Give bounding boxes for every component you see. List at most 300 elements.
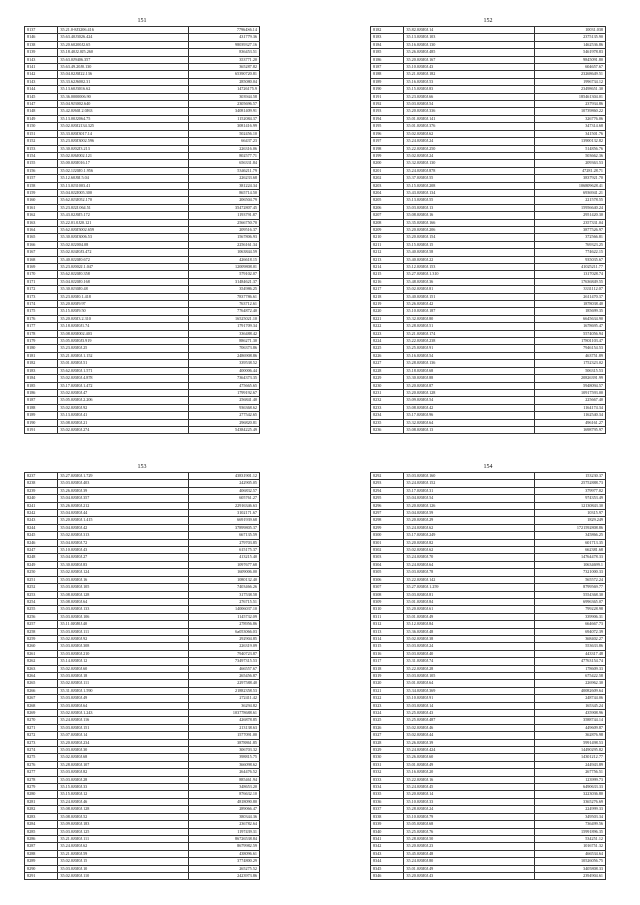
- table-row: [371, 352, 606, 359]
- row-coordinate: 35.34.0J0J0J.369: [404, 687, 535, 694]
- row-value: 3837921.70: [535, 175, 606, 182]
- row-value: 7946154.53: [535, 345, 606, 352]
- row-id: 8309: [371, 598, 404, 605]
- table-row: [25, 761, 260, 768]
- row-coordinate: 35.13.0J0J0J.41: [58, 412, 189, 419]
- row-id: 8293: [371, 480, 404, 487]
- table-row: [371, 821, 606, 828]
- row-id: 8323: [371, 702, 404, 709]
- row-coordinate: 35.03.0J0J0J.210: [58, 650, 189, 657]
- row-coordinate: 35.02.0J2004.08: [58, 241, 189, 248]
- row-coordinate: 35.02.0J0J0J.4.878: [58, 375, 189, 382]
- row-value: 43831901.12: [189, 473, 260, 480]
- row-value: 1996734.12: [535, 78, 606, 85]
- table-row: [25, 189, 260, 196]
- row-value: 426618.15: [189, 256, 260, 263]
- table-row: [25, 256, 260, 263]
- row-value: 23498651.30: [535, 86, 606, 93]
- row-coordinate: 35.18.40J2.0J5.260: [58, 49, 189, 56]
- table-row: [25, 695, 260, 702]
- row-coordinate: 35.40.0J20J0.672: [58, 256, 189, 263]
- table-row: [25, 732, 260, 739]
- row-coordinate: 35.03.0J0J0J.160: [404, 473, 535, 480]
- row-value: 285080.04: [189, 78, 260, 85]
- row-value: 10917593.00: [535, 389, 606, 396]
- row-id: 8166: [25, 241, 58, 248]
- row-id: 8145: [25, 93, 58, 100]
- row-value: 353771.20: [189, 56, 260, 63]
- row-coordinate: 35.25.0J0J0J.487: [404, 717, 535, 724]
- row-coordinate: 35.16.0J0J0J.20: [404, 769, 535, 776]
- row-value: 406832.57: [189, 487, 260, 494]
- table-row: [25, 591, 260, 598]
- table-row: [25, 212, 260, 219]
- row-coordinate: 35.03.0J0J0J.151: [58, 724, 189, 731]
- row-coordinate: 35.03.0J0J0J.24: [404, 643, 535, 650]
- row-id: 8191: [371, 93, 404, 100]
- row-value: 675422.58: [535, 672, 606, 679]
- row-id: 8184: [371, 41, 404, 48]
- table-row: [371, 212, 606, 219]
- row-id: 8155: [25, 160, 58, 167]
- row-id: 8311: [371, 613, 404, 620]
- row-coordinate: 35.62.0J0J0J.1.571: [58, 367, 189, 374]
- row-value: 22916346.63: [189, 502, 260, 509]
- table-row: [25, 197, 260, 204]
- row-coordinate: 35.24.0J0J0J.152: [404, 480, 535, 487]
- row-coordinate: 35.26.0J0J0J.60: [404, 754, 535, 761]
- table-row: [25, 547, 260, 554]
- row-coordinate: 35.01.0J0J0J.51: [58, 360, 189, 367]
- row-id: 8179: [25, 338, 58, 345]
- row-id: 8305: [371, 569, 404, 576]
- row-value: 7364373.35: [189, 375, 260, 382]
- row-value: 4818090.80: [189, 798, 260, 805]
- row-coordinate: 35.28.0J0J0J.50: [404, 835, 535, 842]
- row-coordinate: 35.40.0J0J0J.22: [404, 256, 535, 263]
- row-coordinate: 35.30.0J0J0J.88: [404, 375, 535, 382]
- row-id: 8257: [25, 621, 58, 628]
- row-value: 463751.89: [535, 352, 606, 359]
- row-value: 1791709.34: [189, 323, 260, 330]
- row-value: 876632.10: [189, 791, 260, 798]
- row-coordinate: 35.24.0J0J0J.46: [58, 798, 189, 805]
- row-value: 8799569.77: [535, 584, 606, 591]
- row-coordinate: 35.20.0J0J0J.82: [404, 539, 535, 546]
- table-row: [25, 687, 260, 694]
- table-row: [371, 487, 606, 494]
- row-coordinate: 35.17.0J0J0J.1.472: [58, 382, 189, 389]
- row-coordinate: 35.05.0J0J0J.2.206: [58, 397, 189, 404]
- row-id: 8154: [25, 152, 58, 159]
- row-id: 8287: [25, 843, 58, 850]
- row-coordinate: 35.27.0J0J0J.1.729: [58, 473, 189, 480]
- row-coordinate: 35.01.0J0J0J.84: [404, 598, 535, 605]
- row-coordinate: 35.15.0J0J0J.33: [58, 784, 189, 791]
- row-id: 8301: [371, 539, 404, 546]
- row-value: 2394904.61: [535, 872, 606, 879]
- row-id: 8162: [25, 212, 58, 219]
- row-value: 226962.30: [535, 680, 606, 687]
- row-coordinate: 35.62.0J0J5002.659: [58, 226, 189, 233]
- table-row: [371, 569, 606, 576]
- row-value: 123999.73: [535, 776, 606, 783]
- table-row: [371, 345, 606, 352]
- table-row: [371, 256, 606, 263]
- row-coordinate: 35.20.0J0J0J.61: [404, 606, 535, 613]
- table-row: [25, 739, 260, 746]
- table-row: [25, 293, 260, 300]
- row-coordinate: 35.25.0J0J0J.91: [404, 345, 535, 352]
- row-coordinate: 35.63.40J3026.424: [58, 34, 189, 41]
- table-row: [25, 813, 260, 820]
- row-id: 8243: [25, 517, 58, 524]
- row-value: 265456.87: [189, 672, 260, 679]
- row-coordinate: 35.23.0J002J.1.047: [58, 264, 189, 271]
- row-coordinate: 35.03.0J0J0J.78: [404, 569, 535, 576]
- table-row: [371, 360, 606, 367]
- row-coordinate: 35.15.0J0J9.50: [58, 308, 189, 315]
- row-value: 398815.75: [189, 754, 260, 761]
- row-value: 303944.58: [189, 93, 260, 100]
- row-id: 8170: [25, 271, 58, 278]
- row-coordinate: 35.63.0J9406.357: [58, 56, 189, 63]
- row-id: 8193: [371, 108, 404, 115]
- table-row: [25, 382, 260, 389]
- table-row: [371, 375, 606, 382]
- row-coordinate: 35.02.0J0J0J.124: [58, 569, 189, 576]
- row-id: 8169: [25, 264, 58, 271]
- row-coordinate: 35.62.0J20J0.358: [58, 271, 189, 278]
- row-coordinate: 35.15.0J0J0J.208: [404, 182, 535, 189]
- row-id: 8269: [25, 710, 58, 717]
- row-value: 339538.52: [189, 360, 260, 367]
- table-row: [25, 71, 260, 78]
- row-coordinate: 35.21.0J0J0J.1.152: [58, 352, 189, 359]
- row-coordinate: 35.10.0J0J0J.43: [58, 547, 189, 554]
- row-value: 31484621.37: [189, 278, 260, 285]
- row-value: 20826391.99: [535, 375, 606, 382]
- row-id: 8260: [25, 643, 58, 650]
- row-coordinate: 35.02.0J0J0J.68: [58, 754, 189, 761]
- row-coordinate: 35.20.0J0J0J.154: [404, 234, 535, 241]
- row-id: 8346: [371, 872, 404, 879]
- table-row: [25, 502, 260, 509]
- row-value: 3223036.80: [535, 791, 606, 798]
- row-coordinate: 35.03.0J0J0J.28: [58, 776, 189, 783]
- row-value: 3774800.29: [189, 858, 260, 865]
- row-id: 8197: [371, 138, 404, 145]
- row-coordinate: 35.30.0J02J3.213: [58, 145, 189, 152]
- row-value: 3588744.14: [535, 717, 606, 724]
- row-coordinate: 35.02.0J0J2134.325: [58, 123, 189, 130]
- table-row: [25, 828, 260, 835]
- table-row: [371, 628, 606, 635]
- row-coordinate: 35.03.0J0J0J.105: [58, 584, 189, 591]
- row-coordinate: 35.01.0J0J0J.376: [404, 123, 535, 130]
- table-row: [371, 175, 606, 182]
- row-id: 8147: [25, 101, 58, 108]
- page-number: 151: [137, 18, 147, 24]
- table-row: [371, 130, 606, 137]
- row-id: 8217: [371, 286, 404, 293]
- row-value: 296820.81: [189, 419, 260, 426]
- table-row: [25, 784, 260, 791]
- row-id: 8274: [25, 747, 58, 754]
- row-coordinate: 35.63.49.20J0.130: [58, 64, 189, 71]
- table-row: [25, 635, 260, 642]
- row-value: 10031.038: [535, 27, 606, 34]
- row-value: 237934.86: [535, 101, 606, 108]
- table-row: [25, 658, 260, 665]
- row-id: 8230: [371, 382, 404, 389]
- row-id: 8180: [25, 345, 58, 352]
- table-row: [25, 858, 260, 865]
- row-coordinate: 35.03.0J0J0J.111: [58, 628, 189, 635]
- row-coordinate: 35.09.0J0J0J.54: [404, 397, 535, 404]
- row-coordinate: 35.45.0J0J0J.48: [404, 850, 535, 857]
- table-row: [25, 175, 260, 182]
- table-row: [25, 569, 260, 576]
- row-value: 774622.15: [535, 249, 606, 256]
- page-152: [370, 16, 606, 434]
- table-row: [371, 747, 606, 754]
- row-value: 1016751.32: [535, 843, 606, 850]
- row-coordinate: 35.21.0J0J0J.174: [404, 330, 535, 337]
- row-id: 8264: [25, 672, 58, 679]
- row-id: 8178: [25, 330, 58, 337]
- table-row: [371, 584, 606, 591]
- row-coordinate: 35.21.0J0J0J.111: [58, 835, 189, 842]
- table-row: [371, 724, 606, 731]
- row-value: 336488.42: [189, 330, 260, 337]
- table-row: [371, 732, 606, 739]
- row-coordinate: 35.36.0J0J0J.48: [404, 628, 535, 635]
- row-value: 226233.68: [189, 175, 260, 182]
- table-row: [371, 702, 606, 709]
- row-id: 8175: [25, 308, 58, 315]
- row-coordinate: 35.05.0J0J0J3.919: [58, 338, 189, 345]
- table-row: [25, 323, 260, 330]
- table-row: [371, 650, 606, 657]
- table-row: [371, 798, 606, 805]
- table-row: [371, 323, 606, 330]
- row-id: 8338: [371, 813, 404, 820]
- row-id: 8310: [371, 606, 404, 613]
- row-id: 8187: [371, 64, 404, 71]
- ledger-table: [370, 26, 606, 434]
- row-value: 1152084.37: [189, 115, 260, 122]
- table-row: [25, 330, 260, 337]
- row-coordinate: 35.09.0J0J0J.183: [58, 821, 189, 828]
- table-row: [371, 49, 606, 56]
- row-value: 17636849.55: [535, 278, 606, 285]
- row-value: 47281.28.71: [535, 167, 606, 174]
- row-id: 8236: [371, 426, 404, 433]
- table-row: [25, 835, 260, 842]
- row-id: 8313: [371, 628, 404, 635]
- row-value: 41025211.77: [535, 264, 606, 271]
- row-id: 8335: [371, 791, 404, 798]
- row-coordinate: 35.28.0J0J0J.107: [58, 761, 189, 768]
- table-row: [25, 56, 260, 63]
- table-row: [371, 367, 606, 374]
- row-value: 449609.87: [535, 724, 606, 731]
- row-id: 8240: [25, 495, 58, 502]
- table-row: [25, 510, 260, 517]
- row-value: 667135.59: [189, 532, 260, 539]
- row-id: 8202: [371, 175, 404, 182]
- row-value: 2305696.57: [189, 101, 260, 108]
- row-coordinate: 35.03.0J0J0J.106: [58, 613, 189, 620]
- row-coordinate: 35.02.0J0J0J.313: [58, 532, 189, 539]
- row-id: 8232: [371, 397, 404, 404]
- row-value: 10739860.22: [535, 108, 606, 115]
- table-row: [25, 389, 260, 396]
- row-coordinate: 35.23.0J0J0J.66: [404, 93, 535, 100]
- row-id: 8183: [371, 34, 404, 41]
- table-row: [371, 249, 606, 256]
- row-id: 8334: [371, 784, 404, 791]
- table-row: [371, 495, 606, 502]
- row-value: 1878038.40: [535, 301, 606, 308]
- table-row: [25, 532, 260, 539]
- table-row: [371, 858, 606, 865]
- row-id: 8270: [25, 717, 58, 724]
- table-row: [371, 510, 606, 517]
- row-value: 153230.37: [535, 473, 606, 480]
- row-value: 865714.50: [189, 189, 260, 196]
- row-id: 8253: [25, 591, 58, 598]
- table-row: [371, 806, 606, 813]
- row-coordinate: 35.13.60J3016.62: [58, 86, 189, 93]
- row-id: 8181: [25, 352, 58, 359]
- table-row: [25, 138, 260, 145]
- row-value: 1678695.47: [535, 323, 606, 330]
- table-row: [371, 665, 606, 672]
- row-id: 8205: [371, 197, 404, 204]
- row-coordinate: 35.18.0J0J0J.68: [404, 367, 535, 374]
- row-value: 443317.48: [535, 650, 606, 657]
- row-coordinate: 35.15.0J0J0J.15: [404, 241, 535, 248]
- table-row: [25, 576, 260, 583]
- row-coordinate: 35.00.0J0J016.17: [58, 160, 189, 167]
- row-id: 8190: [25, 419, 58, 426]
- table-row: [25, 473, 260, 480]
- table-row: [25, 495, 260, 502]
- row-coordinate: 35.48.0J0J0J.36: [404, 278, 535, 285]
- row-value: 769323.25: [535, 241, 606, 248]
- row-id: 8144: [25, 86, 58, 93]
- row-value: 292904.85: [189, 635, 260, 642]
- table-row: [25, 643, 260, 650]
- row-value: 2566750.70: [189, 219, 260, 226]
- row-coordinate: 35.03.0J0J0J.403: [58, 480, 189, 487]
- row-id: 8161: [25, 204, 58, 211]
- row-id: 8327: [371, 732, 404, 739]
- row-coordinate: 35.20.0J0J0J.206: [404, 226, 535, 233]
- row-coordinate: 35.25.0J0J0J.76: [404, 828, 535, 835]
- table-row: [25, 769, 260, 776]
- row-value: 664667.73: [535, 621, 606, 628]
- row-id: 8279: [25, 784, 58, 791]
- row-value: 242905.05: [189, 480, 260, 487]
- row-value: 6936941.21: [535, 189, 606, 196]
- row-value: 362876.98: [535, 732, 606, 739]
- row-coordinate: 35.01.0J0J0J.49: [404, 613, 535, 620]
- row-value: 40082609.64: [535, 687, 606, 694]
- table-row: [371, 145, 606, 152]
- table-row: [25, 426, 260, 433]
- row-id: 8271: [25, 724, 58, 731]
- table-row: [371, 613, 606, 620]
- row-id: 8339: [371, 821, 404, 828]
- row-value: 2951420.30: [535, 212, 606, 219]
- row-coordinate: 35.04.0J0J0J.357: [58, 495, 189, 502]
- row-coordinate: 35.42.0J60J.2.0J63: [58, 108, 189, 115]
- row-coordinate: 35.02.0J4J0J3.472: [58, 249, 189, 256]
- row-value: 5346211.79: [189, 167, 260, 174]
- row-id: 8246: [25, 539, 58, 546]
- table-row: [25, 798, 260, 805]
- table-row: [25, 115, 260, 122]
- table-row: [371, 189, 606, 196]
- row-value: 7403466.26: [189, 584, 260, 591]
- row-value: 379977.02: [535, 487, 606, 494]
- row-id: 8297: [371, 510, 404, 517]
- row-value: 426878.85: [189, 717, 260, 724]
- row-value: 98039327.16: [189, 41, 260, 48]
- table-row: [25, 234, 260, 241]
- table-row: [371, 278, 606, 285]
- table-row: [371, 547, 606, 554]
- row-id: 8182: [25, 360, 58, 367]
- row-coordinate: 35.23.0J0J3002.596: [58, 138, 189, 145]
- table-row: [371, 160, 606, 167]
- table-row: [371, 286, 606, 293]
- row-coordinate: 35.21.0J0J0J.59: [58, 850, 189, 857]
- row-value: 413215.40: [189, 554, 260, 561]
- row-value: 1577091.00: [189, 732, 260, 739]
- row-coordinate: 35.20.0J0J0J.128: [404, 389, 535, 396]
- row-id: 8219: [371, 301, 404, 308]
- table-row: [371, 680, 606, 687]
- row-value: 10634699.1: [535, 561, 606, 568]
- row-value: 226319.09: [189, 643, 260, 650]
- table-row: [25, 480, 260, 487]
- row-value: 1462536.86: [535, 41, 606, 48]
- row-value: 34081409.91: [189, 108, 260, 115]
- page-153: [24, 462, 260, 880]
- table-row: [371, 658, 606, 665]
- table-row: [25, 264, 260, 271]
- row-id: 8325: [371, 717, 404, 724]
- table-row: [371, 241, 606, 248]
- table-row: [25, 182, 260, 189]
- row-value: 14006037.10: [189, 606, 260, 613]
- row-coordinate: 35.25.0J0J0J.43: [404, 710, 535, 717]
- row-value: 736499.56: [535, 821, 606, 828]
- table-row: [25, 584, 260, 591]
- table-row: [25, 419, 260, 426]
- row-value: 15956640.24: [535, 204, 606, 211]
- row-coordinate: 35.02.1J20J0.1.956: [58, 167, 189, 174]
- table-row: [25, 680, 260, 687]
- row-value: 1193791.87: [189, 212, 260, 219]
- row-id: 8216: [371, 278, 404, 285]
- row-id: 8308: [371, 591, 404, 598]
- table-row: [25, 160, 260, 167]
